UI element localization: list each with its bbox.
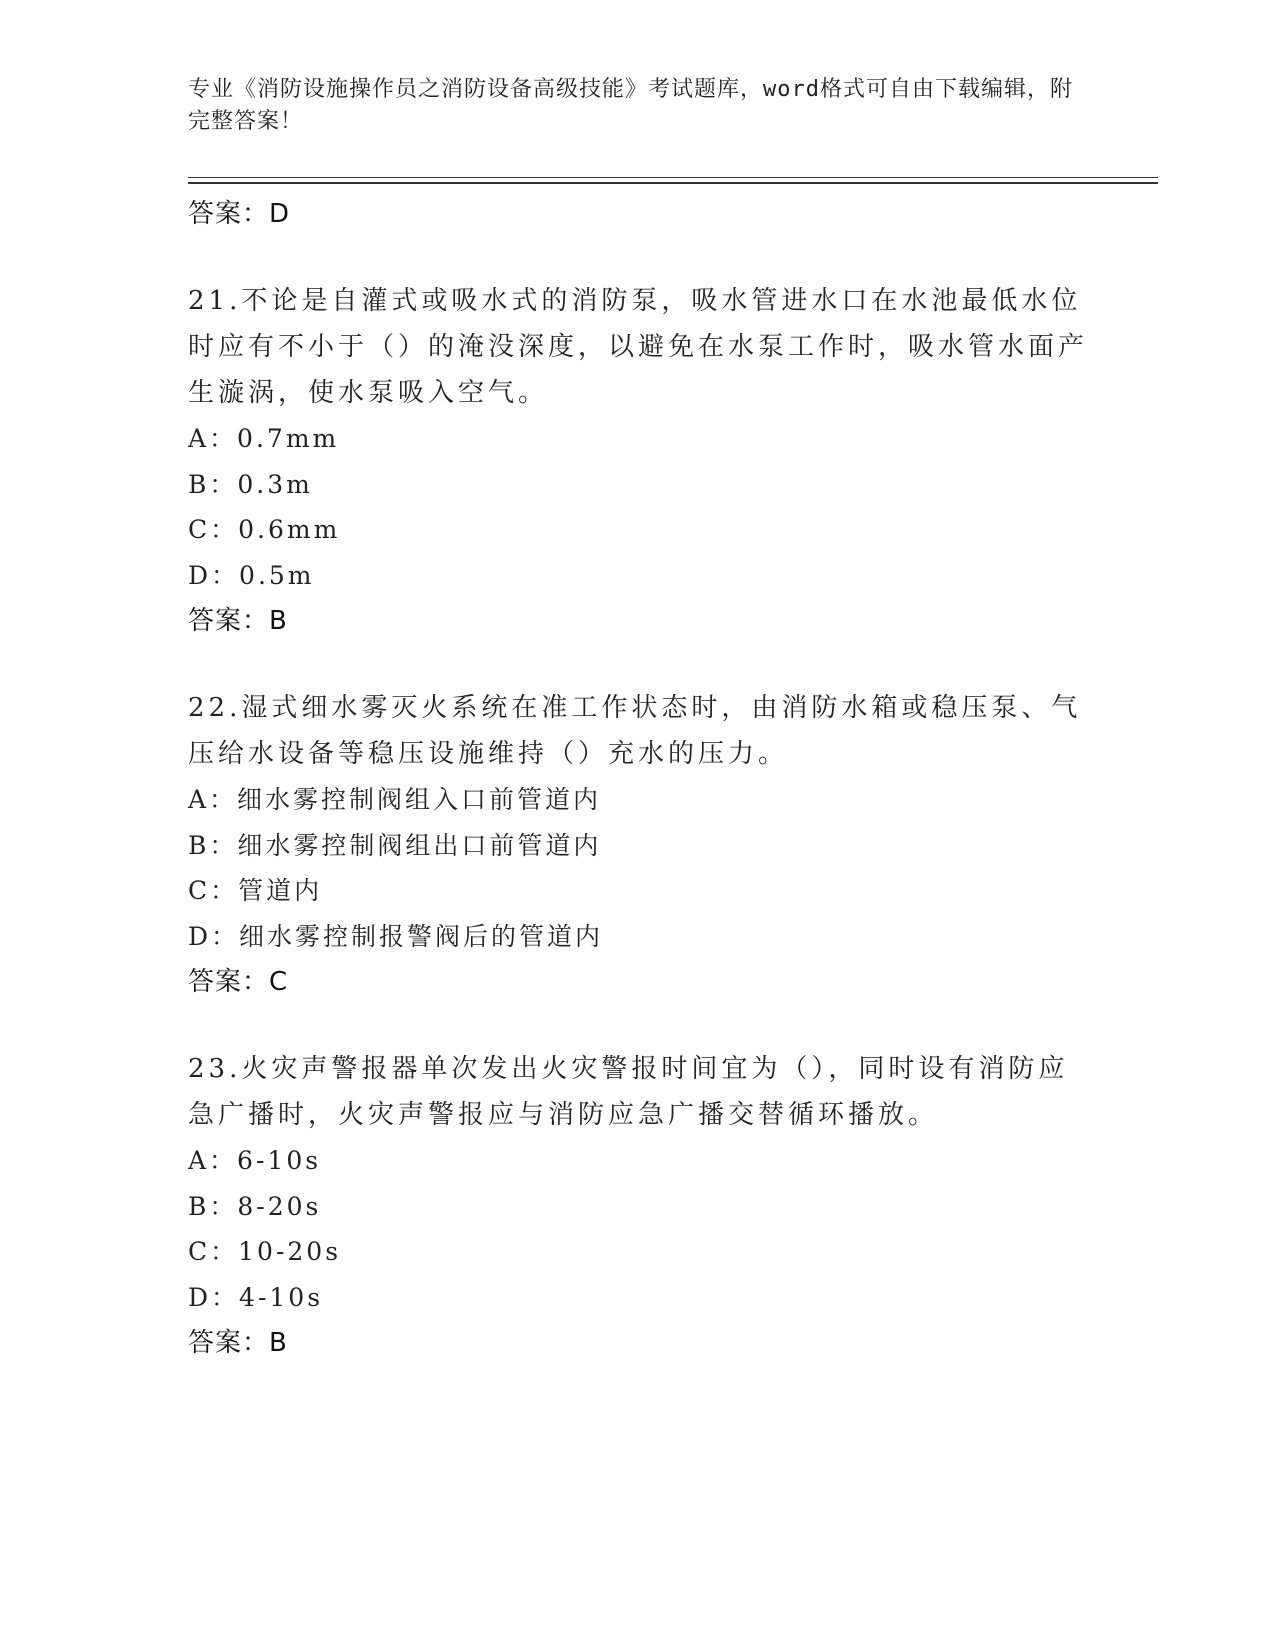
question-22 bbox=[188, 685, 1088, 1005]
option-c: C：管道内 bbox=[188, 876, 323, 905]
option-b: B：8-20s bbox=[188, 1191, 322, 1221]
option-d: D：4-10s bbox=[188, 1282, 324, 1312]
option-b: B：细水雾控制阀组出口前管道内 bbox=[188, 830, 602, 860]
question-21 bbox=[188, 278, 1088, 644]
question-answer: 答案：B bbox=[188, 1328, 288, 1358]
option-c: C：0.6mm bbox=[188, 515, 341, 544]
previous-answer: 答案：D bbox=[188, 199, 291, 229]
question-stem: 23.火灾声警报器单次发出火灾警报时间宜为（），同时设有消防应急广播时，火灾声警报应与消防应急广播交替循环播放。 bbox=[188, 1054, 1069, 1130]
document-header: 专业《消防设施操作员之消防设备高级技能》考试题库，word格式可自由下载编辑，附完整答案！ bbox=[188, 77, 1073, 134]
question-answer: 答案：C bbox=[188, 967, 289, 997]
header-divider-thin bbox=[188, 177, 1158, 178]
question-23 bbox=[188, 1046, 1088, 1366]
option-c: C：10-20s bbox=[188, 1237, 342, 1266]
option-d: D：细水雾控制报警阀后的管道内 bbox=[188, 921, 604, 951]
question-stem: 22.湿式细水雾灭火系统在准工作状态时，由消防水箱或稳压泵、气压给水设备等稳压设施维持（）充水的压力。 bbox=[188, 693, 1082, 769]
option-d: D：0.5m bbox=[188, 560, 315, 590]
question-list bbox=[188, 191, 1088, 1366]
question-stem: 21.不论是自灌式或吸水式的消防泵，吸水管进水口在水池最低水位时应有不小于（）的淹没深度，以避免在水泵工作时，吸水管水面产生漩涡，使水泵吸入空气。 bbox=[188, 286, 1089, 408]
option-a: A：细水雾控制阀组入口前管道内 bbox=[188, 785, 602, 814]
header-divider-thick bbox=[188, 182, 1158, 184]
question-answer: 答案：B bbox=[188, 606, 288, 636]
option-a: A：6-10s bbox=[188, 1146, 322, 1175]
option-b: B：0.3m bbox=[188, 469, 313, 499]
option-a: A：0.7mm bbox=[188, 424, 340, 453]
